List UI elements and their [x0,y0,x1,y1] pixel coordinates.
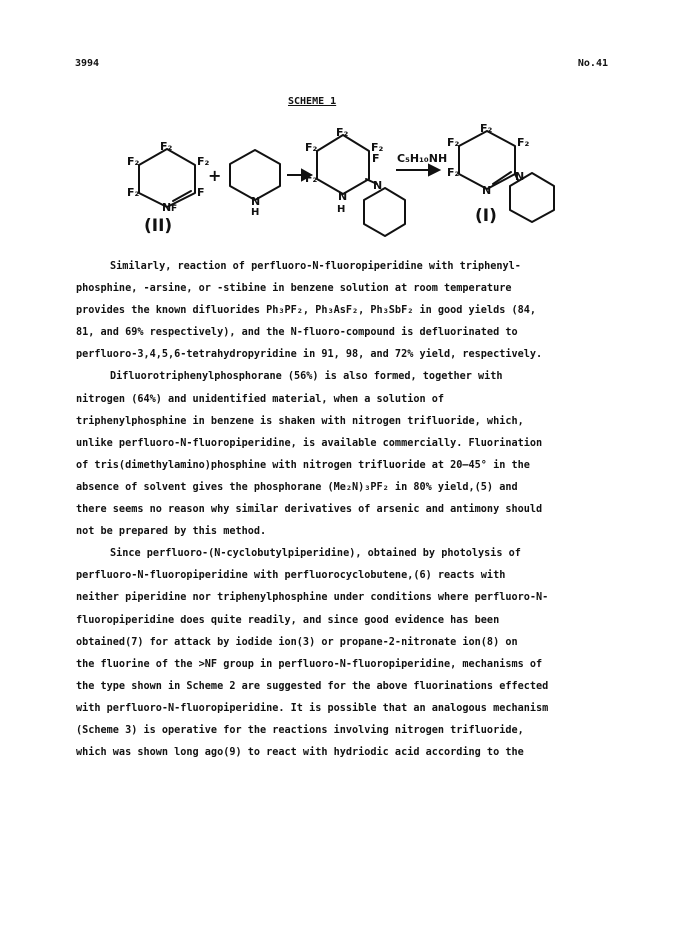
atom-label: F₂ [517,136,530,149]
text-line: Similarly, reaction of perfluoro-N-fluoropiperidine with triphenyl- [110,261,521,272]
text-line: provides the known difluorides Ph₃PF₂, Ph₃AsF₂, Ph₃SbF₂ in good yields (84, [76,305,537,317]
reaction-arrow-2-head [429,165,439,175]
piperidine-ring [230,150,280,200]
compound-ii-ring [139,149,195,207]
text-line: Since perfluoro-(N-cyclobutylpiperidine), obtained by photolysis of [110,548,521,560]
adduct-piperidine-ring [364,188,405,236]
text-line: perfluoro-N-fluoropiperidine with perfluorocyclobutene,(6) reacts with [76,570,506,582]
atom-label: H [251,207,260,218]
scheme-title: SCHEME 1 [288,96,337,107]
text-line: not be prepared by this method. [76,526,267,538]
atom-label: F₂ [197,155,210,168]
atom-label: N [373,179,383,192]
atom-label: F₂ [127,186,140,199]
text-line: neither piperidine nor triphenylphosphine under conditions where perfluoro-N- [76,592,549,604]
text-line: the type shown in Scheme 2 are suggested for the above fluorinations effected [76,680,549,692]
plus-sign: + [208,166,222,185]
text-line: Difluorotriphenylphosphorane (56%) is also formed, together with [110,371,503,383]
atom-label: F₂ [480,122,493,135]
text-line: triphenylphosphine in benzene is shaken with nitrogen trifluoride, which, [76,415,524,427]
text-line: 81, and 69% respectively), and the N-fluoro-compound is defluorinated to [76,327,518,339]
reaction-scheme [0,104,680,249]
atom-label: F₂ [371,141,384,154]
atom-label: F₂ [127,155,140,168]
text-line: obtained(7) for attack by iodide ion(3) or propane-2-nitronate ion(8) on [76,636,518,648]
text-line: perfluoro-3,4,5,6-tetrahydropyridine in 91, 98, and 72% yield, respectively. [76,349,543,361]
compound-ii-label: (II) [144,216,173,236]
atom-label: F [197,186,205,199]
text-line: the fluorine of the >NF group in perfluoro-N-fluoropiperidine, mechanisms of [76,658,543,670]
atom-label: F [171,204,178,214]
text-line: with perfluoro-N-fluoropiperidine. It is possible that an analogous mechanism [76,702,549,714]
text-line: (Scheme 3) is operative for the reactions involving nitrogen trifluoride, [76,724,524,736]
atom-label: F₂ [305,141,318,154]
text-line: there seems no reason why similar derivatives of arsenic and antimony should [76,504,543,516]
paragraph-1 [76,256,616,366]
atom-label: F₂ [447,166,460,179]
atom-label: N [482,184,492,197]
paragraph-2 [76,366,616,543]
atom-label: F₂ [160,140,173,153]
reagent-label: C₅H₁₀NH [397,152,448,165]
text-line: which was shown long ago(9) to react with hydriodic acid according to the [76,747,524,759]
paragraph-3 [76,543,616,764]
text-line: fluoropiperidine does quite readily, and since good evidence has been [76,614,500,626]
atom-label: N [338,190,348,203]
text-line: phosphine, -arsine, or -stibine in benzene solution at room temperature [76,283,512,295]
atom-label: F₂ [336,126,349,139]
compound-i-label: (I) [475,206,497,226]
journal-issue: No.41 [577,58,608,69]
atom-label: N [515,170,525,183]
product-i-ring [459,131,515,189]
atom-label: F₂ [447,136,460,149]
body-text [76,256,616,764]
text-line: absence of solvent gives the phosphorane (Me₂N)₃PF₂ in 80% yield,(5) and [76,481,518,493]
text-line: of tris(dimethylamino)phosphine with nitrogen trifluoride at 20–45° in the [76,459,530,471]
text-line: nitrogen (64%) and unidentified material, when a solution of [76,393,445,405]
atom-label: F [372,152,380,165]
page-number: 3994 [75,58,100,69]
adduct-ring [317,135,369,194]
atom-label: F₂ [305,172,318,185]
text-line: unlike perfluoro-N-fluoropiperidine, is available commercially. Fluorination [76,437,543,449]
atom-label: N [162,201,172,214]
atom-label: N [251,195,261,208]
atom-label: H [337,204,346,215]
